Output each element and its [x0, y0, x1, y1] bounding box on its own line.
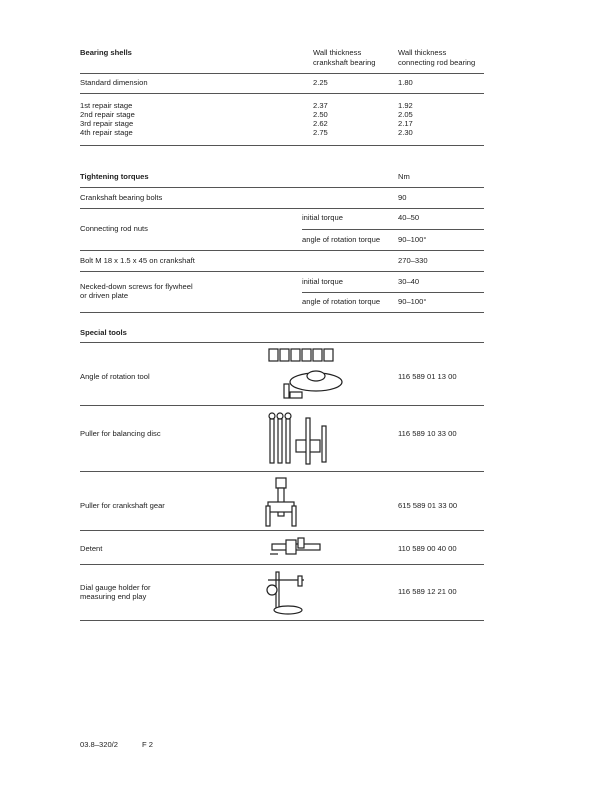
bolt-value: 270–330	[398, 256, 428, 265]
stage-crank: 2.75	[313, 128, 328, 137]
neck-initial-label: initial torque	[302, 277, 343, 286]
divider	[80, 530, 484, 531]
rod-angle-label: angle of rotation torque	[302, 235, 381, 244]
neck-angle-value: 90–100°	[398, 297, 427, 306]
standard-rod: 1.80	[398, 78, 413, 87]
neck-initial-value: 30–40	[398, 277, 420, 286]
divider	[80, 564, 484, 565]
neck-angle-label: angle of rotation torque	[302, 297, 381, 306]
divider	[80, 620, 484, 621]
standard-label: Standard dimension	[80, 78, 148, 87]
col-crank-header-2: crankshaft bearing	[313, 58, 376, 67]
divider	[80, 250, 484, 251]
footer-code: 03.8–320/2	[80, 740, 119, 749]
stage-label: 2nd repair stage	[80, 110, 135, 119]
dial-gauge-holder-image	[264, 568, 324, 618]
bearing-title: Bearing shells	[80, 48, 132, 57]
detent-image	[268, 536, 324, 562]
crank-bolts-value: 90	[398, 193, 407, 202]
divider	[302, 292, 484, 293]
divider	[80, 93, 484, 94]
stage-rod: 2.17	[398, 119, 413, 128]
tool-number: 116 589 12 21 00	[398, 587, 457, 596]
footer-page: F 2	[142, 740, 153, 749]
stage-rod: 2.05	[398, 110, 413, 119]
col-rod-header-2: connecting rod bearing	[398, 58, 476, 67]
tools-title: Special tools	[80, 328, 127, 337]
puller-crankshaft-gear-image	[262, 476, 302, 532]
neck-label-1: Necked-down screws for flywheel	[80, 282, 193, 291]
puller-balancing-disc-image	[266, 410, 336, 466]
tool-number: 615 589 01 33 00	[398, 501, 458, 510]
rod-initial-label: initial torque	[302, 213, 343, 222]
divider	[80, 73, 484, 74]
stage-rod: 1.92	[398, 101, 413, 110]
tool-label: Detent	[80, 544, 103, 553]
tool-label: Dial gauge holder for	[80, 583, 151, 592]
col-crank-header-1: Wall thickness	[313, 48, 362, 57]
crank-bolts-label: Crankshaft bearing bolts	[80, 193, 163, 202]
divider	[80, 312, 484, 313]
stage-crank: 2.62	[313, 119, 328, 128]
stage-rod: 2.30	[398, 128, 413, 137]
col-rod-header-1: Wall thickness	[398, 48, 447, 57]
divider	[80, 271, 484, 272]
stage-label: 1st repair stage	[80, 101, 133, 110]
stage-crank: 2.50	[313, 110, 328, 119]
angle-of-rotation-tool-image	[266, 346, 362, 402]
stage-crank: 2.37	[313, 101, 328, 110]
tool-number: 116 589 10 33 00	[398, 429, 457, 438]
divider	[80, 145, 484, 146]
rod-nuts-label: Connecting rod nuts	[80, 224, 148, 233]
rod-angle-value: 90–100°	[398, 235, 427, 244]
tool-number: 110 589 00 40 00	[398, 544, 457, 553]
divider	[80, 208, 484, 209]
tool-label: Angle of rotation tool	[80, 372, 150, 381]
tool-label: Puller for crankshaft gear	[80, 501, 165, 510]
divider	[80, 405, 484, 406]
tool-number: 116 589 01 13 00	[398, 372, 457, 381]
stage-label: 4th repair stage	[80, 128, 133, 137]
rod-initial-value: 40–50	[398, 213, 420, 222]
bolt-label: Bolt M 18 x 1.5 x 45 on crankshaft	[80, 256, 195, 265]
divider	[302, 229, 484, 230]
divider	[80, 342, 484, 343]
tool-label-2: measuring end play	[80, 592, 147, 601]
tool-label: Puller for balancing disc	[80, 429, 161, 438]
torques-unit: Nm	[398, 172, 410, 181]
standard-crank: 2.25	[313, 78, 328, 87]
torques-title: Tightening torques	[80, 172, 149, 181]
divider	[80, 187, 484, 188]
divider	[80, 471, 484, 472]
stage-label: 3rd repair stage	[80, 119, 134, 128]
neck-label-2: or driven plate	[80, 291, 129, 300]
